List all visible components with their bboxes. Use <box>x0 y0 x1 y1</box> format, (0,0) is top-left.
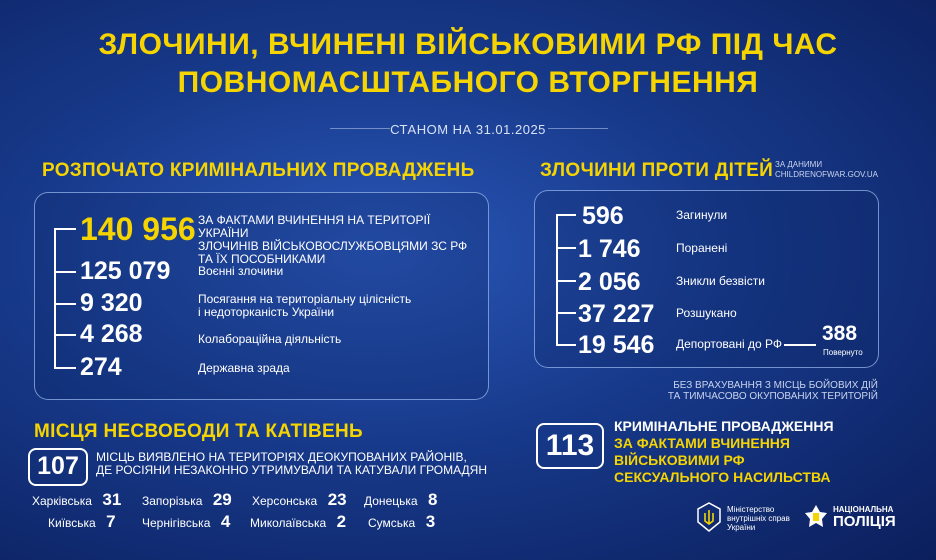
children-item-label: Розшукано <box>676 306 737 320</box>
children-item-value: 19 546 <box>578 331 655 359</box>
region-item <box>142 490 232 510</box>
criminal-item-value: 274 <box>80 353 122 381</box>
returned-connector <box>784 344 816 346</box>
children-item-label: Депортовані до РФ <box>676 337 782 351</box>
detention-count-badge: 107 <box>28 448 88 486</box>
children-item-value: 2 056 <box>578 268 641 296</box>
region-item <box>250 512 346 532</box>
region-item <box>368 512 435 532</box>
region-name: Херсонська <box>252 494 318 508</box>
region-name: Київська <box>48 516 96 530</box>
police-logo-text-1: НАЦІОНАЛЬНА <box>833 505 894 514</box>
region-item <box>364 490 437 510</box>
date-label: СТАНОМ НА 31.01.2025 <box>390 122 546 137</box>
sexual-desc-1: КРИМІНАЛЬНЕ ПРОВАДЖЕННЯ <box>614 418 834 434</box>
children-item-label: Поранені <box>676 241 728 255</box>
region-name: Донецька <box>364 494 418 508</box>
returned-label: Повернуто <box>823 348 863 357</box>
sexual-desc-3: ВІЙСЬКОВИМИ РФ <box>614 452 745 468</box>
criminal-item-desc: Колабораційна діяльність <box>198 332 342 346</box>
criminal-item-desc: Державна зрада <box>198 361 290 375</box>
region-name: Сумська <box>368 516 416 530</box>
criminal-bracket <box>54 228 56 368</box>
detention-desc-2: ДЕ РОСІЯНИ НЕЗАКОННО УТРИМУВАЛИ ТА КАТУВАЛИ ГРОМАДЯН <box>96 463 488 477</box>
children-item-value: 37 227 <box>578 300 655 328</box>
children-item-label: Зникли безвісти <box>676 274 765 288</box>
children-item-value: 596 <box>582 202 624 230</box>
children-heading: ЗЛОЧИНИ ПРОТИ ДІТЕЙ <box>540 160 774 181</box>
children-note-2: ТА ТИМЧАСОВО ОКУПОВАНИХ ТЕРИТОРІЙ <box>667 391 878 402</box>
criminal-total-value: 140 956 <box>80 211 196 247</box>
sexual-desc-2: ЗА ФАКТАМИ ВЧИНЕННЯ <box>614 435 790 451</box>
region-name: Запорізька <box>142 494 203 508</box>
children-note-1: БЕЗ ВРАХУВАННЯ З МІСЦЬ БОЙОВИХ ДІЙ <box>673 380 878 391</box>
children-note <box>600 380 878 402</box>
sexual-desc-4: СЕКСУАЛЬНОГО НАСИЛЬСТВА <box>614 469 831 485</box>
children-source-1: ЗА ДАНИМИ <box>775 160 823 169</box>
children-item-label: Загинули <box>676 208 728 222</box>
criminal-item-desc <box>198 293 411 319</box>
criminal-item-desc: Воєнні злочини <box>198 264 284 278</box>
mvs-logo-text-1: Міністерство <box>727 505 775 514</box>
region-count: 2 <box>336 512 347 531</box>
children-source-2: CHILDRENOFWAR.GOV.UA <box>775 170 878 179</box>
children-bracket <box>556 214 558 344</box>
detention-desc <box>96 451 526 477</box>
region-count: 3 <box>425 512 436 531</box>
mvs-emblem-icon <box>696 502 722 532</box>
criminal-heading: РОЗПОЧАТО КРИМІНАЛЬНИХ ПРОВАДЖЕНЬ <box>42 160 475 181</box>
police-logo-text-2: ПОЛІЦІЯ <box>833 513 896 530</box>
region-count: 8 <box>428 490 438 509</box>
detention-desc-1: МІСЦЬ ВИЯВЛЕНО НА ТЕРИТОРІЯХ ДЕОКУПОВАНИХ РАЙОНІВ, <box>96 450 467 464</box>
region-item <box>48 512 116 532</box>
police-emblem-icon <box>804 504 828 530</box>
criminal-total-desc-3: ТА ЇХ ПОСОБНИКАМИ <box>198 252 326 266</box>
region-item <box>142 512 230 532</box>
region-name: Харківська <box>32 494 92 508</box>
sexual-desc <box>614 418 834 486</box>
criminal-item-desc-2: і недоторканість України <box>198 305 335 319</box>
criminal-item-value: 125 079 <box>80 257 171 285</box>
region-count: 29 <box>212 490 232 509</box>
region-count: 7 <box>106 512 116 531</box>
sexual-count-badge: 113 <box>536 423 604 469</box>
region-count: 4 <box>220 512 231 531</box>
mvs-logo-text-3: України <box>727 523 756 532</box>
criminal-total-desc-1: ЗА ФАКТАМИ ВЧИНЕННЯ НА ТЕРИТОРІЇ УКРАЇНИ <box>198 213 431 240</box>
returned-value: 388 <box>822 322 858 345</box>
criminal-item-desc-1: Посягання на територіальну цілісність <box>198 292 412 306</box>
children-source <box>775 160 878 180</box>
mvs-logo-text <box>727 505 790 532</box>
region-item <box>252 490 347 510</box>
date-rule-right <box>548 128 608 129</box>
children-item-value: 1 746 <box>578 235 641 263</box>
region-count: 31 <box>102 490 122 509</box>
region-item <box>32 490 121 510</box>
criminal-total-desc <box>198 214 478 266</box>
detention-heading: МІСЦЯ НЕСВОБОДИ ТА КАТІВЕНЬ <box>34 421 363 442</box>
region-name: Миколаївська <box>250 516 327 530</box>
title-line-2: ПОВНОМАСШТАБНОГО ВТОРГНЕННЯ <box>177 66 759 99</box>
region-count: 23 <box>327 490 347 509</box>
criminal-total-desc-2: ЗЛОЧИНІВ ВІЙСЬКОВОСЛУЖБОВЦЯМИ ЗС РФ <box>198 239 468 253</box>
mvs-logo-text-2: внутрішніх справ <box>727 514 790 523</box>
region-name: Чернігівська <box>142 516 211 530</box>
criminal-item-value: 9 320 <box>80 289 143 317</box>
police-logo-text <box>833 505 896 530</box>
title-line-1: ЗЛОЧИНИ, ВЧИНЕНІ ВІЙСЬКОВИМИ РФ ПІД ЧАС <box>98 28 838 61</box>
criminal-item-value: 4 268 <box>80 320 143 348</box>
